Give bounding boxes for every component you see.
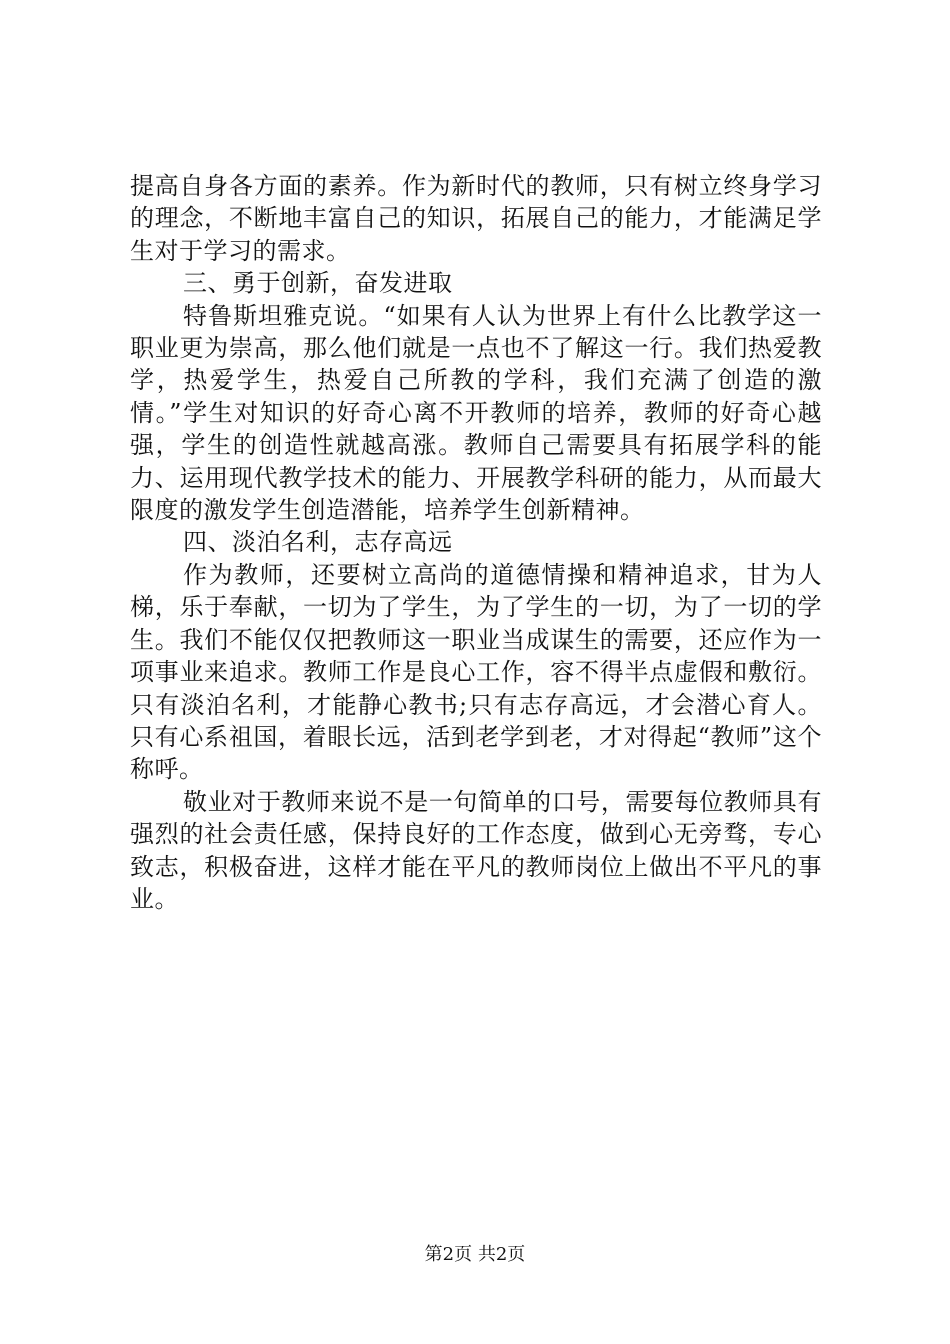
page-footer: 第2页 共2页 xyxy=(424,1244,526,1265)
paragraph-intro: 提高自身各方面的素养。作为新时代的教师，只有树立终身学习的理念，不断地丰富自己的知识，拓展自己的能力，才能满足学生对于学习的需求。 xyxy=(130,172,822,265)
paragraph-fame: 作为教师，还要树立高尚的道德情操和精神追求，甘为人梯，乐于奉献，一切为了学生，为了学生的一切，为了一切的学生。我们不能仅仅把教师这一职业当成谋生的需要，还应作为一项事业来追求。教师工作是良心工作，容不得半点虚假和敷衍。只有淡泊名利，才能静心教书;只有志存高远，才会潜心育人。只有心系祖国，着眼长远，活到老学到老，才对得起“教师”这个称呼。 xyxy=(130,560,822,784)
document-body xyxy=(130,170,822,915)
section-heading-innovation: 三、勇于创新，奋发进取 xyxy=(183,269,453,298)
paragraph-innovation: 特鲁斯坦雅克说。“如果有人认为世界上有什么比教学这一职业更为崇高，那么他们就是一点也不了解这一行。我们热爱教学，热爱学生，热爱自己所教的学科，我们充满了创造的激情。”学生对知识的好奇心离不开教师的培养，教师的好奇心越强，学生的创造性就越高涨。教师自己需要具有拓展学科的能力、运用现代教学技术的能力、开展教学科研的能力，从而最大限度的激发学生创造潜能，培养学生创新精神。 xyxy=(130,301,822,525)
paragraph-conclusion: 敬业对于教师来说不是一句简单的口号，需要每位教师具有强烈的社会责任感，保持良好的工作态度，做到心无旁骛，专心致志，积极奋进，这样才能在平凡的教师岗位上做出不平凡的事业。 xyxy=(130,787,822,913)
section-heading-fame: 四、淡泊名利，志存高远 xyxy=(183,528,453,557)
